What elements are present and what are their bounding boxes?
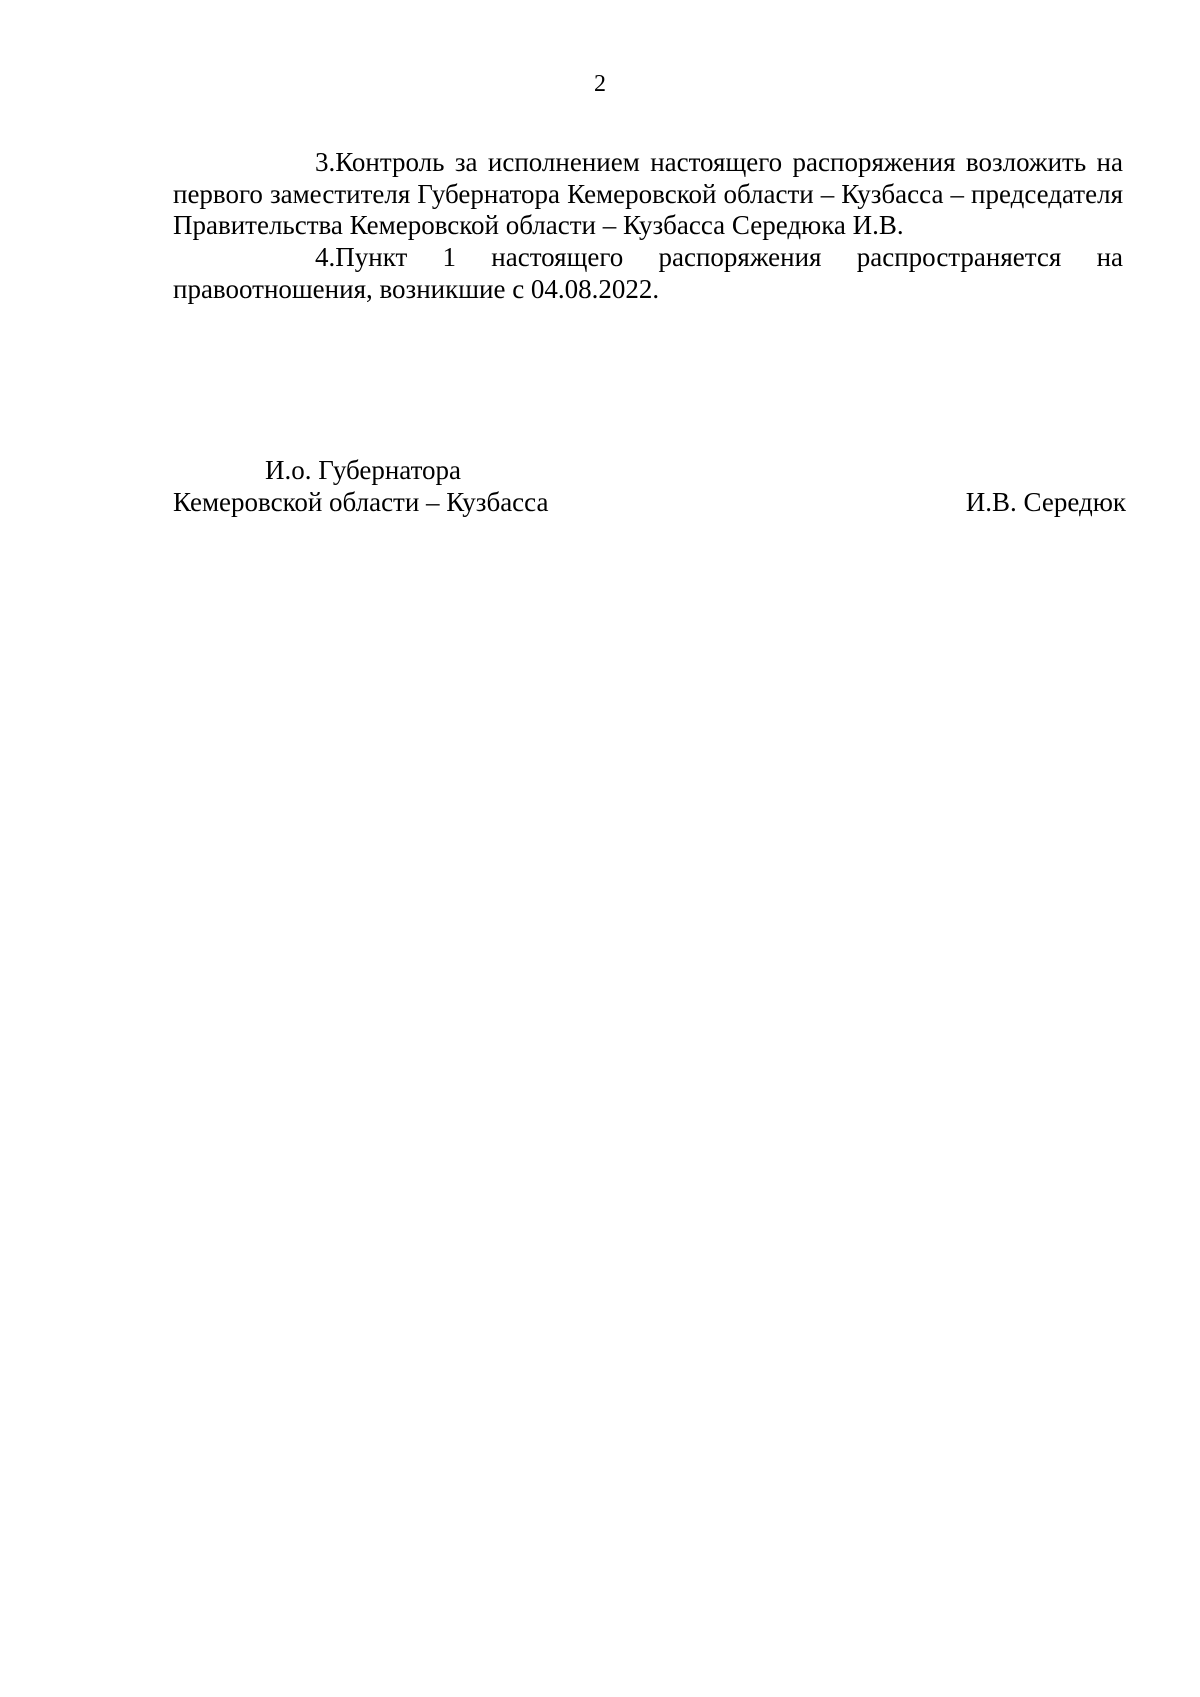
paragraph-number: 4.	[315, 242, 336, 273]
signatory-title-line2: Кемеровской области – Кузбасса	[173, 487, 549, 517]
paragraph-4	[173, 242, 1123, 305]
document-body	[173, 147, 1123, 306]
paragraph-text: Контроль за исполнением настоящего распоряжения возложить на первого заместителя Губернатора Кемеровской области – Кузбасса – председателя Правительства Кемеровской области – Кузбасса Середюка И.В.	[173, 147, 1123, 241]
page-number: 2	[594, 71, 606, 97]
signature-row	[173, 486, 1126, 518]
signature-block	[173, 454, 1126, 518]
paragraph-text: Пункт 1 настоящего распоряжения распространяется на правоотношения, возникшие с 04.08.2022.	[173, 242, 1123, 304]
signatory-title-line1: И.о. Губернатора	[265, 455, 462, 485]
paragraph-number: 3.	[315, 147, 336, 177]
signatory-name: И.В. Середюк	[965, 487, 1126, 517]
paragraph-3	[173, 147, 1123, 242]
